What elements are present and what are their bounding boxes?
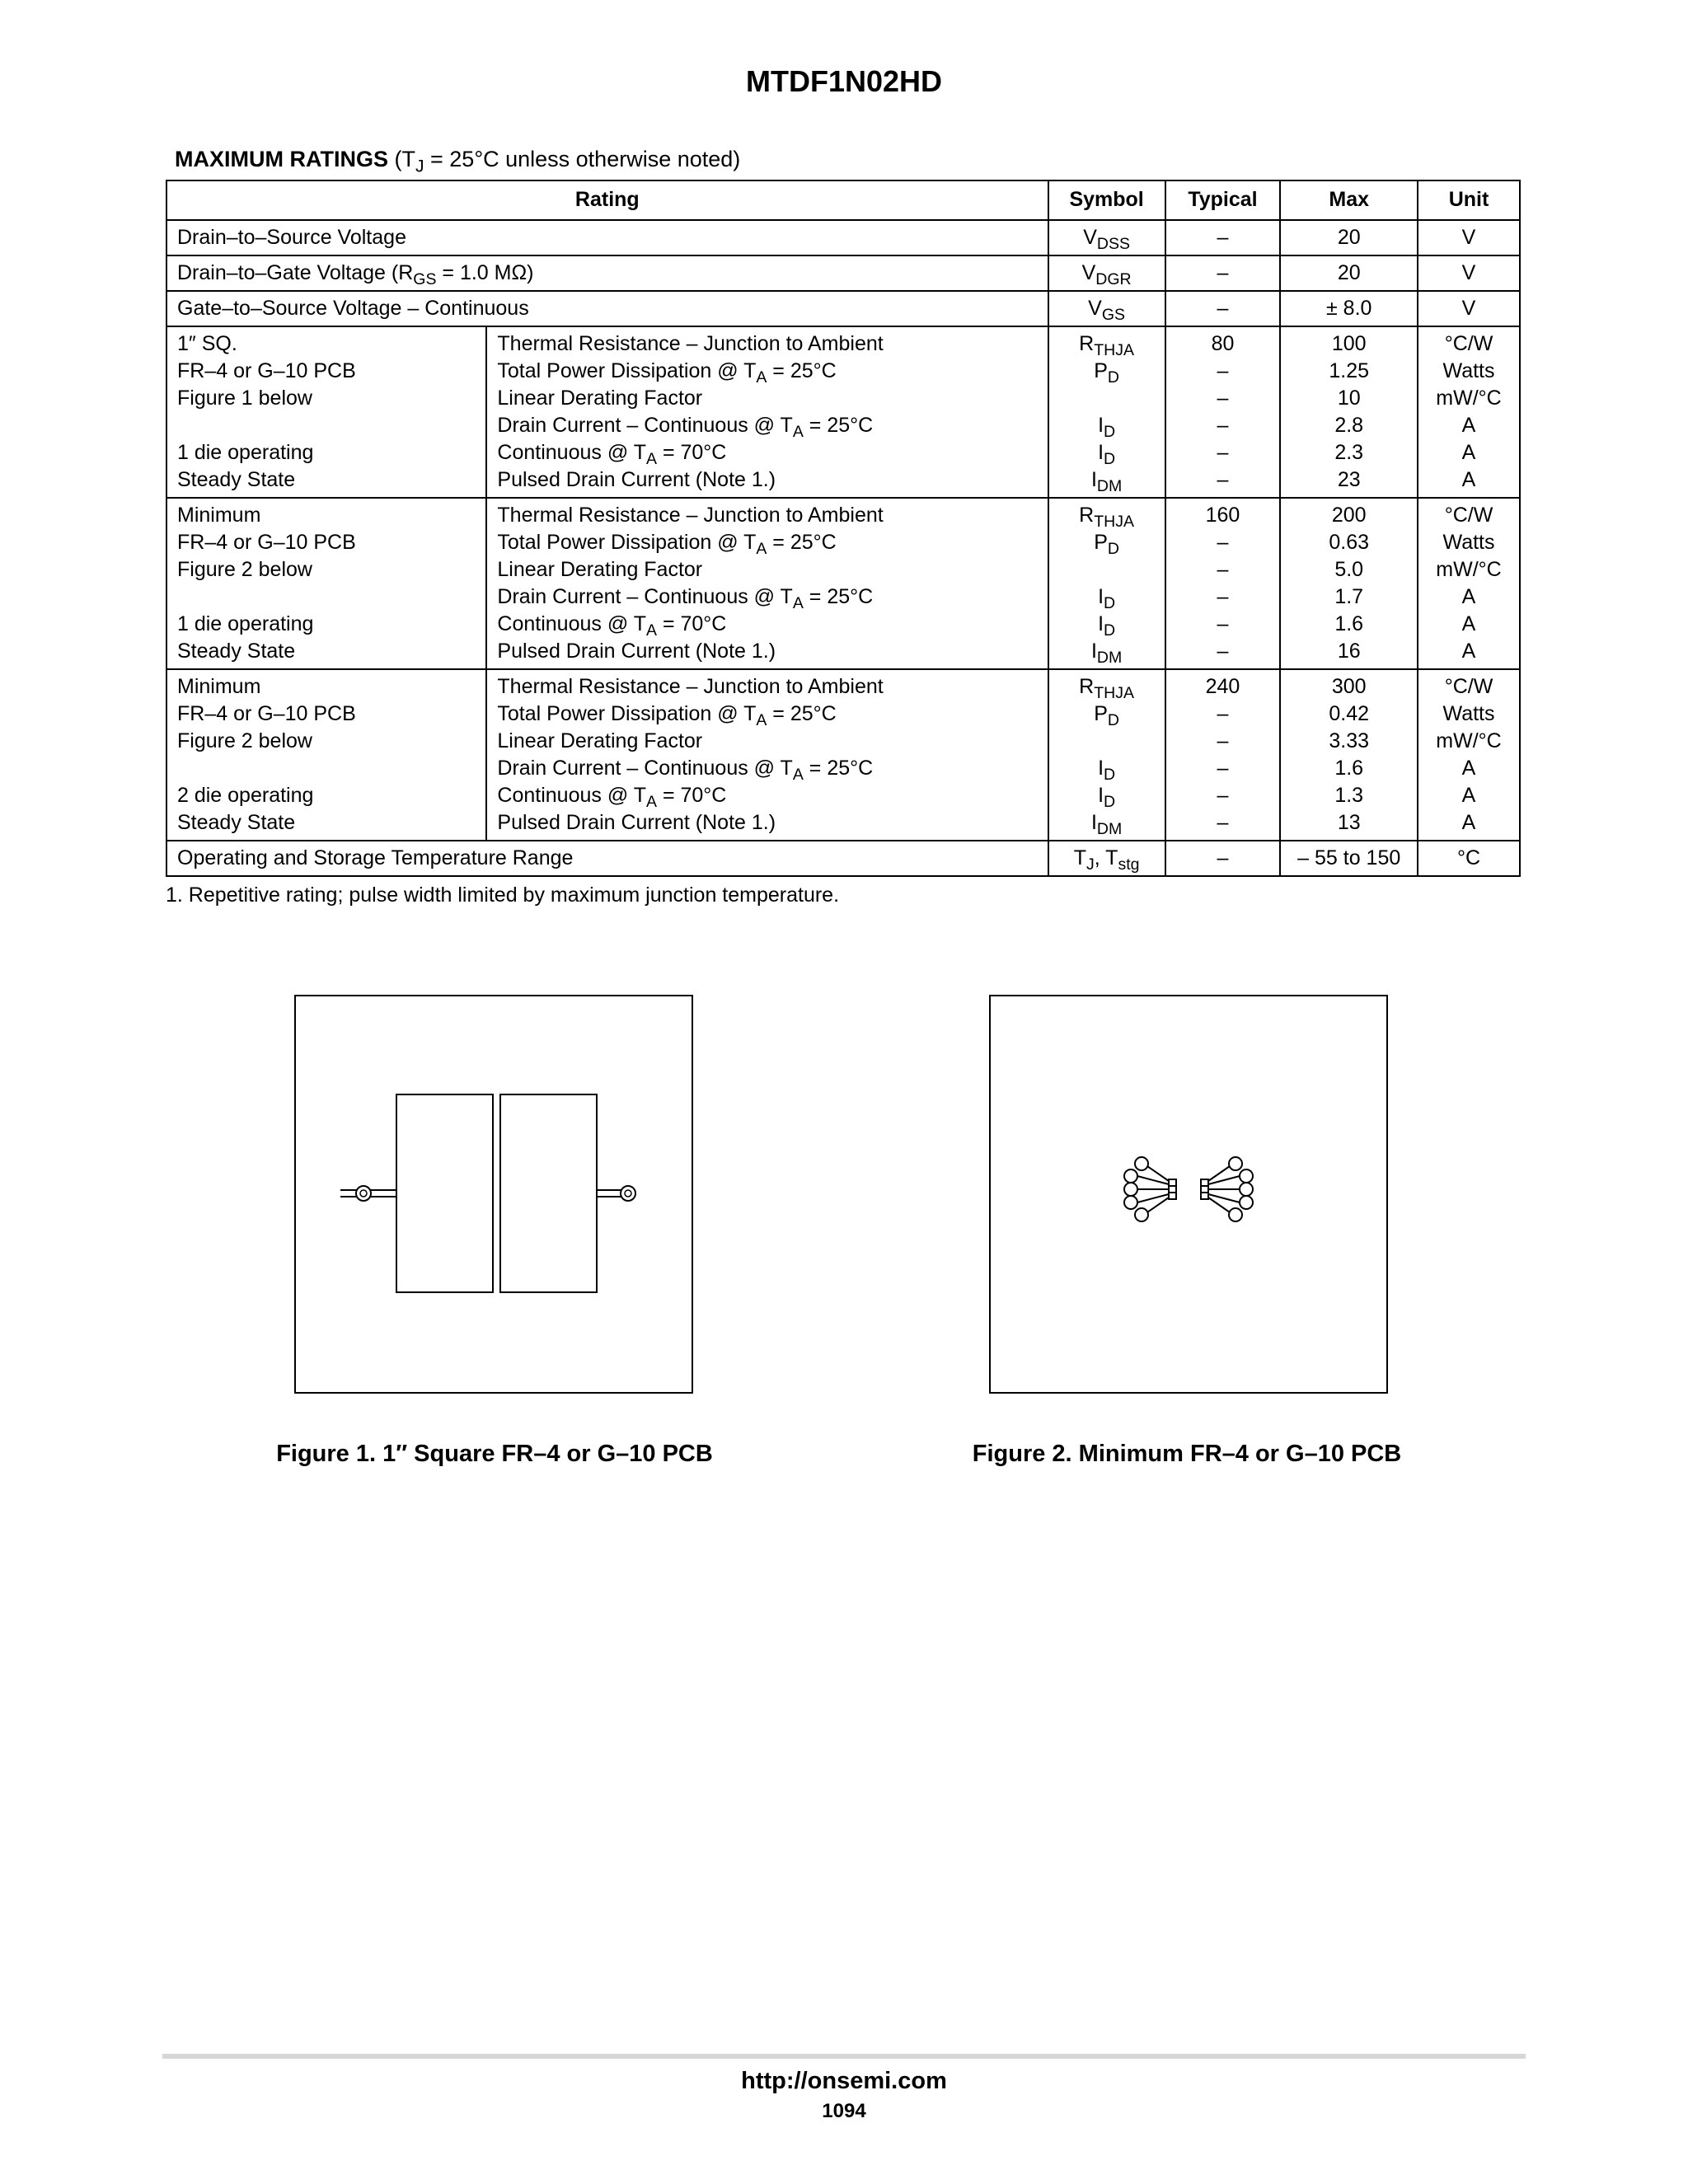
col-header-max: Max — [1280, 180, 1418, 220]
parameter-line: Thermal Resistance – Junction to Ambient — [497, 504, 884, 527]
max-value: 5.0 — [1334, 558, 1364, 581]
max-value: 13 — [1337, 811, 1361, 834]
unit-value: A — [1461, 811, 1476, 834]
rating-cell: Drain–to–Source Voltage — [166, 220, 1048, 255]
col-header-typical: Typical — [1165, 180, 1281, 220]
max-value: 1.6 — [1334, 757, 1364, 780]
symbol-line: $I_D$ — [1098, 784, 1116, 811]
footer-divider — [162, 2054, 1526, 2059]
rating-cell: Drain–to–Gate Voltage ($R_{GS} = 1.0$ MΩ) — [166, 255, 1048, 291]
condition-line: Steady State — [177, 811, 296, 834]
symbol-cell — [1048, 326, 1165, 498]
symbol-line: $I_D$ — [1098, 757, 1116, 784]
symbol-cell: $V_{GS}$ — [1048, 291, 1165, 326]
max-value: 2.3 — [1334, 441, 1364, 464]
condition-line: 2 die operating — [177, 784, 314, 807]
condition-line: FR–4 or G–10 PCB — [177, 531, 356, 554]
typical-value: – — [1217, 811, 1229, 834]
page-title: MTDF1N02HD — [745, 64, 943, 98]
max-value: 1.25 — [1329, 359, 1370, 382]
symbol-cell: $T_J$, $T_{stg}$ — [1048, 841, 1165, 876]
max-value: 3.33 — [1329, 729, 1370, 752]
unit-value: A — [1461, 784, 1476, 807]
condition-line: Figure 1 below — [177, 387, 312, 410]
parameter-line: Linear Derating Factor — [497, 729, 703, 752]
condition-cell — [166, 498, 486, 669]
typical-value: – — [1217, 531, 1229, 554]
symbol-line: $P_D$ — [1094, 359, 1119, 387]
parameter-cell — [486, 669, 1048, 841]
parameter-line: Continuous @ $T_A = 70^\circ C$ — [497, 784, 727, 811]
max-value: 2.8 — [1334, 414, 1364, 437]
max-cell — [1280, 669, 1418, 841]
condition-line: Figure 2 below — [177, 729, 312, 752]
parameter-line: Linear Derating Factor — [497, 387, 703, 410]
symbol-cell — [1048, 498, 1165, 669]
typical-cell: – — [1165, 291, 1281, 326]
symbol-line: $I_{DM}$ — [1090, 811, 1123, 838]
table-header-row — [166, 180, 1520, 220]
condition-line — [177, 583, 476, 611]
symbol-line: $I_{DM}$ — [1090, 468, 1123, 495]
max-cell: ± 8.0 — [1280, 291, 1418, 326]
condition-line — [177, 755, 476, 782]
typical-cell: – — [1165, 841, 1281, 876]
max-value: 1.3 — [1334, 784, 1364, 807]
drain-pad-right — [500, 1094, 597, 1292]
condition-line: Minimum — [177, 675, 261, 698]
typical-value: 240 — [1205, 675, 1240, 698]
unit-cell: V — [1418, 255, 1520, 291]
parameter-line: Thermal Resistance – Junction to Ambient — [497, 332, 884, 355]
condition-line: Figure 2 below — [177, 558, 312, 581]
gate-pad-right — [621, 1186, 635, 1201]
symbol-cell — [1048, 669, 1165, 841]
max-ratings-condition: ($T_J = 25^\circ C$ unless otherwise noted) — [394, 147, 741, 176]
typical-cell: – — [1165, 255, 1281, 291]
condition-cell — [166, 326, 486, 498]
typical-value: – — [1217, 702, 1229, 725]
parameter-line: Drain Current – Continuous @ $T_A = 25^\circ C$ — [497, 414, 874, 441]
max-cell: – 55 to 150 — [1280, 841, 1418, 876]
condition-line: FR–4 or G–10 PCB — [177, 359, 356, 382]
typical-cell — [1165, 326, 1281, 498]
symbol-line: $I_{DM}$ — [1090, 640, 1123, 667]
unit-value: A — [1461, 640, 1476, 663]
typical-value: 160 — [1205, 504, 1240, 527]
max-value: 23 — [1337, 468, 1361, 491]
unit-value: °C/W — [1444, 504, 1493, 527]
max-value: 1.7 — [1334, 585, 1364, 608]
unit-value: Watts — [1442, 531, 1495, 554]
typical-value: – — [1217, 757, 1229, 780]
page-number: 1094 — [822, 2100, 866, 2122]
max-cell — [1280, 326, 1418, 498]
col-header-unit: Unit — [1418, 180, 1520, 220]
max-cell: 20 — [1280, 255, 1418, 291]
parameter-cell — [486, 498, 1048, 669]
unit-cell: °C — [1418, 841, 1520, 876]
condition-cell — [166, 669, 486, 841]
symbol-line: $R_{THJA}$ — [1079, 675, 1134, 702]
parameter-line: Drain Current – Continuous @ $T_A = 25^\circ C$ — [497, 585, 874, 612]
unit-value: A — [1461, 612, 1476, 635]
max-cell — [1280, 498, 1418, 669]
table-row — [166, 841, 1520, 876]
symbol-line: $I_D$ — [1098, 414, 1116, 441]
gate-pad-left — [356, 1186, 371, 1201]
typical-cell — [1165, 669, 1281, 841]
symbol-line: $R_{THJA}$ — [1079, 332, 1134, 359]
table-row-group — [166, 669, 1520, 841]
unit-cell: V — [1418, 220, 1520, 255]
footprint-left — [1124, 1157, 1176, 1221]
typical-cell — [1165, 498, 1281, 669]
parameter-line: Total Power Dissipation @ $T_A = 25^\circ C$ — [497, 702, 837, 729]
typical-value: 80 — [1211, 332, 1235, 355]
max-value: 300 — [1331, 675, 1367, 698]
symbol-cell: $V_{DSS}$ — [1048, 220, 1165, 255]
max-ratings-heading-bold: MAXIMUM RATINGS — [175, 147, 388, 171]
table-row — [166, 291, 1520, 326]
typical-value: – — [1217, 585, 1229, 608]
unit-value: A — [1461, 757, 1476, 780]
condition-line: 1″ SQ. — [177, 332, 237, 355]
parameter-line: Pulsed Drain Current (Note 1.) — [497, 468, 776, 491]
typical-value: – — [1217, 359, 1229, 382]
symbol-line — [1059, 385, 1155, 412]
parameter-line: Drain Current – Continuous @ $T_A = 25^\circ C$ — [497, 757, 874, 784]
figure-1-pcb-drawing — [294, 995, 693, 1394]
symbol-cell: $V_{DGR}$ — [1048, 255, 1165, 291]
unit-value: °C/W — [1444, 675, 1493, 698]
col-header-rating: Rating — [166, 180, 1048, 220]
symbol-line: $P_D$ — [1094, 531, 1119, 558]
condition-line: Steady State — [177, 468, 296, 491]
typical-value: – — [1217, 612, 1229, 635]
parameter-cell — [486, 326, 1048, 498]
parameter-line: Continuous @ $T_A = 70^\circ C$ — [497, 612, 727, 640]
condition-line: 1 die operating — [177, 612, 314, 635]
symbol-line: $P_D$ — [1094, 702, 1119, 729]
unit-value: A — [1461, 414, 1476, 437]
unit-value: mW/°C — [1436, 729, 1502, 752]
parameter-line: Total Power Dissipation @ $T_A = 25^\circ C$ — [497, 359, 837, 387]
table-row-group — [166, 326, 1520, 498]
parameter-line: Pulsed Drain Current (Note 1.) — [497, 640, 776, 663]
pcb-outline — [990, 996, 1387, 1393]
unit-cell: V — [1418, 291, 1520, 326]
figure-1-caption: Figure 1. 1″ Square FR–4 or G–10 PCB — [276, 1441, 713, 1467]
max-value: 0.63 — [1329, 531, 1370, 554]
footprint-right — [1201, 1157, 1253, 1221]
parameter-line: Continuous @ $T_A = 70^\circ C$ — [497, 441, 727, 468]
footnote: 1. Repetitive rating; pulse width limited by maximum junction temperature. — [166, 883, 840, 907]
max-value: 200 — [1331, 504, 1367, 527]
typical-value: – — [1217, 387, 1229, 410]
typical-value: – — [1217, 784, 1229, 807]
figure-2-pcb-drawing — [989, 995, 1388, 1394]
unit-value: A — [1461, 441, 1476, 464]
symbol-line — [1059, 556, 1155, 583]
symbol-line: $R_{THJA}$ — [1079, 504, 1134, 531]
max-value: 1.6 — [1334, 612, 1364, 635]
symbol-line: $I_D$ — [1098, 585, 1116, 612]
max-ratings-table — [166, 180, 1521, 877]
condition-line: FR–4 or G–10 PCB — [177, 702, 356, 725]
unit-cell — [1418, 669, 1520, 841]
parameter-line: Linear Derating Factor — [497, 558, 703, 581]
max-value: 10 — [1337, 387, 1361, 410]
typical-value: – — [1217, 468, 1229, 491]
unit-value: Watts — [1442, 359, 1495, 382]
table-row — [166, 255, 1520, 291]
parameter-line: Pulsed Drain Current (Note 1.) — [497, 811, 776, 834]
unit-value: °C/W — [1444, 332, 1493, 355]
symbol-line: $I_D$ — [1098, 612, 1116, 640]
condition-line: 1 die operating — [177, 441, 314, 464]
col-header-symbol: Symbol — [1048, 180, 1165, 220]
symbol-line — [1059, 728, 1155, 755]
typical-cell: – — [1165, 220, 1281, 255]
max-ratings-heading — [175, 147, 741, 176]
condition-line — [177, 412, 476, 439]
table-row-group — [166, 498, 1520, 669]
unit-value: A — [1461, 585, 1476, 608]
condition-line: Minimum — [177, 504, 261, 527]
unit-value: A — [1461, 468, 1476, 491]
rating-cell: Gate–to–Source Voltage – Continuous — [166, 291, 1048, 326]
max-cell: 20 — [1280, 220, 1418, 255]
typical-value: – — [1217, 729, 1229, 752]
typical-value: – — [1217, 640, 1229, 663]
drain-pad-left — [396, 1094, 493, 1292]
unit-cell — [1418, 326, 1520, 498]
footer-url[interactable]: http://onsemi.com — [741, 2068, 947, 2094]
typical-value: – — [1217, 414, 1229, 437]
typical-value: – — [1217, 441, 1229, 464]
max-value: 100 — [1331, 332, 1367, 355]
figure-2-caption: Figure 2. Minimum FR–4 or G–10 PCB — [972, 1441, 1402, 1467]
typical-value: – — [1217, 558, 1229, 581]
parameter-line: Total Power Dissipation @ $T_A = 25^\circ C$ — [497, 531, 837, 558]
max-value: 16 — [1337, 640, 1361, 663]
max-value: 0.42 — [1329, 702, 1370, 725]
unit-value: Watts — [1442, 702, 1495, 725]
unit-value: mW/°C — [1436, 558, 1502, 581]
symbol-line: $I_D$ — [1098, 441, 1116, 468]
parameter-line: Thermal Resistance – Junction to Ambient — [497, 675, 884, 698]
rating-cell: Operating and Storage Temperature Range — [166, 841, 1048, 876]
unit-value: mW/°C — [1436, 387, 1502, 410]
table-row — [166, 220, 1520, 255]
unit-cell — [1418, 498, 1520, 669]
condition-line: Steady State — [177, 640, 296, 663]
